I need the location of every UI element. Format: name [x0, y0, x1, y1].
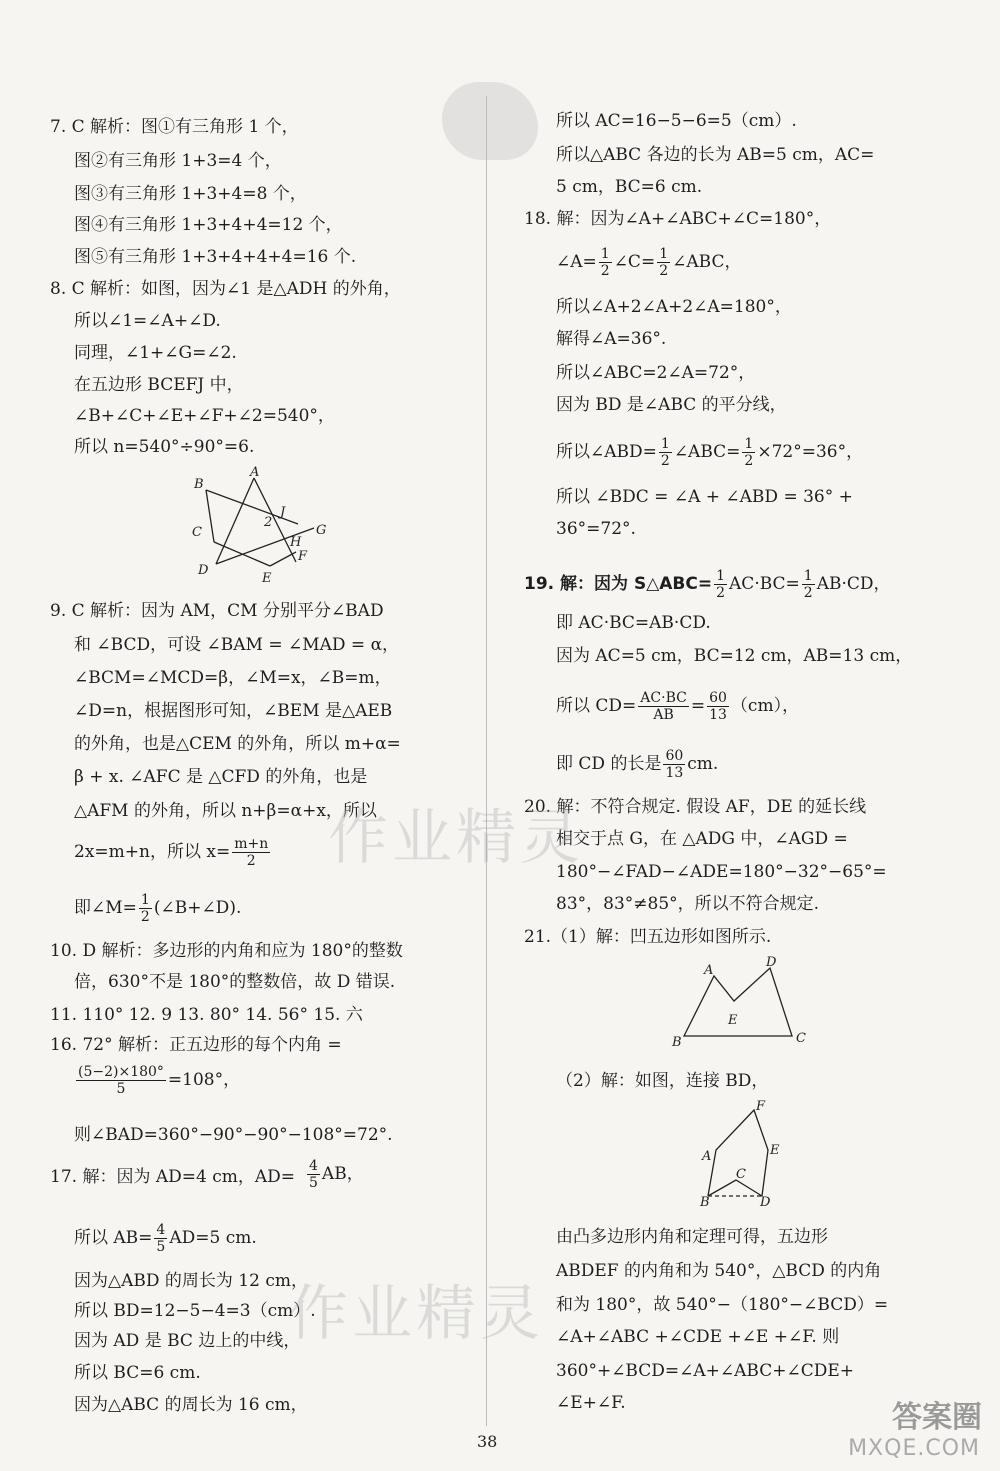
figure-label: C: [192, 525, 202, 540]
left-line: 9. C 解析：因为 AM，CM 分别平分∠BAD: [50, 601, 384, 621]
left-line: 因为△ABC 的周长为 16 cm，: [74, 1395, 308, 1415]
left-line: 11. 110° 12. 9 13. 80° 14. 56° 15. 六: [50, 1005, 363, 1025]
figure-label: A: [250, 465, 260, 480]
left-line: ∠D=n，根据图形可知，∠BEM 是△AEB: [74, 701, 393, 721]
figure-label: C: [796, 1031, 806, 1046]
q18-abd-line: 所以∠ABD= $\frac{1}{2}$ ∠ABC= $\frac{1}{2}$ ×72°=36°，: [556, 436, 864, 469]
q19-cd-line: 所以 CD= $\frac{AC\cdot BC}{AB}$ = $\frac{60}{13}$ （cm），: [556, 690, 800, 723]
right-line: 和为 180°，故 540°−（180°−∠BCD）=: [556, 1295, 889, 1315]
left-line: 10. D 解析：多边形的内角和应为 180°的整数: [50, 941, 403, 961]
right-line: 21.（1）解：凹五边形如图所示.: [524, 927, 772, 947]
right-line: 36°=72°.: [556, 519, 636, 539]
left-line: 的外角，也是△CEM 的外角，所以 m+α=: [74, 734, 401, 754]
figure-label: D: [198, 563, 209, 578]
right-line: 所以∠ABC=2∠A=72°，: [556, 363, 756, 383]
left-line: β + x. ∠AFC 是 △CFD 的外角，也是: [74, 767, 368, 787]
left-line: 倍，630°不是 180°的整数倍，故 D 错误.: [74, 972, 396, 992]
figure-label: B: [700, 1195, 710, 1210]
figure-label: C: [736, 1167, 746, 1182]
right-line: 所以∠A+2∠A+2∠A=180°，: [556, 297, 792, 317]
figure-label: A: [704, 963, 714, 978]
left-line: ∠BCM=∠MCD=β，∠M=x，∠B=m，: [74, 668, 392, 688]
right-line: 所以 ∠BDC = ∠A + ∠ABD = 36° +: [556, 487, 853, 507]
figure-q21-concave-pentagon: [664, 956, 814, 1056]
q17-ab-line: 所以 AB= $\frac{4}{5}$ AD=5 cm.: [74, 1222, 257, 1255]
left-line: 所以∠1=∠A+∠D.: [74, 311, 221, 331]
page-number: 38: [477, 1432, 498, 1451]
right-line: 20. 解：不符合规定. 假设 AF，DE 的延长线: [524, 797, 867, 817]
q19-final: 即 CD 的长是 $\frac{60}{13}$ cm.: [556, 748, 719, 781]
left-line: 则∠BAD=360°−90°−90°−108°=72°.: [74, 1125, 393, 1145]
right-line: 180°−∠FAD−∠ADE=180°−32°−65°=: [556, 862, 887, 882]
right-line: 5 cm，BC=6 cm.: [556, 177, 703, 197]
right-line: 即 AC·BC=AB·CD.: [556, 613, 711, 633]
figure-label: B: [194, 477, 204, 492]
left-line: 在五边形 BCEFJ 中，: [74, 375, 244, 395]
right-line: ∠A+∠ABC +∠CDE +∠E +∠F. 则: [556, 1327, 840, 1347]
figure-label: 2: [264, 515, 273, 530]
right-line: 由凸多边形内角和定理可得，五边形: [556, 1227, 828, 1247]
right-line: 所以 AC=16−5−6=5（cm）.: [556, 111, 797, 131]
q19-area-line: 19. 解：因为 S△ABC= $\frac{1}{2}$ AC·BC= $\frac{1}{2}$ AB·CD，: [524, 568, 891, 601]
watermark-text: 作业精灵: [328, 803, 584, 873]
left-line: 图⑤有三角形 1+3+4+4+4=16 个.: [74, 247, 357, 267]
watermark-text-2: 作业精灵: [288, 1279, 544, 1349]
figure-label: H: [290, 535, 302, 550]
right-line: 相交于点 G，在 △ADG 中，∠AGD =: [556, 829, 848, 849]
site-logo: 答案圈: [892, 1400, 982, 1435]
figure-q8-star: [186, 462, 336, 582]
q9-formula-line: 2x=m+n，所以 x= $\frac{m+n}{2}$: [74, 836, 269, 869]
right-line: 83°，83°≠85°，所以不符合规定.: [556, 894, 820, 914]
right-line: 因为 BD 是∠ABC 的平分线，: [556, 395, 787, 415]
watermark-stamp: [442, 82, 538, 160]
site-url: MXQE.COM: [848, 1436, 980, 1461]
left-line: 8. C 解析：如图，因为∠1 是△ADH 的外角，: [50, 279, 401, 299]
figure-label: G: [316, 523, 327, 538]
left-line: 图③有三角形 1+3+4=8 个，: [74, 184, 307, 204]
left-line: 因为△ABD 的周长为 12 cm，: [74, 1271, 308, 1291]
left-line: 同理，∠1+∠G=∠2.: [74, 343, 237, 363]
figure-label: F: [298, 549, 308, 564]
right-line: ABDEF 的内角和为 540°，△BCD 的内角: [556, 1261, 882, 1281]
left-line: 图④有三角形 1+3+4+4=12 个，: [74, 215, 343, 235]
figure-label: D: [766, 956, 777, 970]
left-line: 所以 BC=6 cm.: [74, 1363, 201, 1383]
column-divider: [486, 96, 487, 1426]
q9-conclusion: 即∠M= $\frac{1}{2}$ (∠B+∠D).: [74, 892, 242, 925]
left-line: ∠B+∠C+∠E+∠F+∠2=540°，: [74, 406, 335, 426]
left-line: 16. 72° 解析：正五边形的每个内角 =: [50, 1035, 342, 1055]
figure-label: E: [262, 571, 272, 582]
figure-label: F: [756, 1100, 766, 1114]
figure-label: A: [702, 1149, 712, 1164]
right-line: ∠E+∠F.: [556, 1393, 626, 1413]
left-line: 17. 解：因为 AD=4 cm，AD=: [50, 1167, 296, 1187]
left-line: △AFM 的外角，所以 n+β=α+x，所以: [74, 801, 377, 821]
right-line: （2）解：如图，连接 BD，: [556, 1071, 769, 1091]
left-line: 和 ∠BCD，可设 ∠BAM = ∠MAD = α，: [74, 635, 400, 655]
figure-label: B: [672, 1035, 682, 1050]
left-line: 图②有三角形 1+3=4 个，: [74, 151, 282, 171]
left-line: 7. C 解析：图①有三角形 1 个，: [50, 117, 299, 137]
right-line: 18. 解：因为∠A+∠ABC+∠C=180°，: [524, 209, 832, 229]
right-line: 360°+∠BCD=∠A+∠ABC+∠CDE+: [556, 1361, 855, 1381]
left-line: 因为 AD 是 BC 边上的中线，: [74, 1331, 301, 1351]
right-line: 解得∠A=36°.: [556, 329, 667, 349]
figure-label: J: [280, 505, 286, 520]
right-line: 因为 AC=5 cm，BC=12 cm，AB=13 cm，: [556, 646, 913, 666]
left-line: 所以 BD=12−5−4=3（cm）.: [74, 1301, 316, 1321]
figure-label: E: [728, 1013, 738, 1028]
left-line: 所以 n=540°÷90°=6.: [74, 437, 255, 457]
figure-label: E: [770, 1143, 780, 1158]
right-line: 所以△ABC 各边的长为 AB=5 cm，AC=: [556, 145, 875, 165]
q16-formula: $\frac{(5-2)\times 180^\circ}{5}$ =108°，: [78, 1064, 241, 1097]
figure-q21-convex-pentagon: [696, 1100, 796, 1212]
q18-angle-relation: ∠A= $\frac{1}{2}$ ∠C= $\frac{1}{2}$ ∠ABC，: [556, 246, 742, 279]
figure-label: D: [760, 1195, 771, 1210]
q17-fraction: $\frac{4}{5}$ AB，: [309, 1158, 364, 1191]
